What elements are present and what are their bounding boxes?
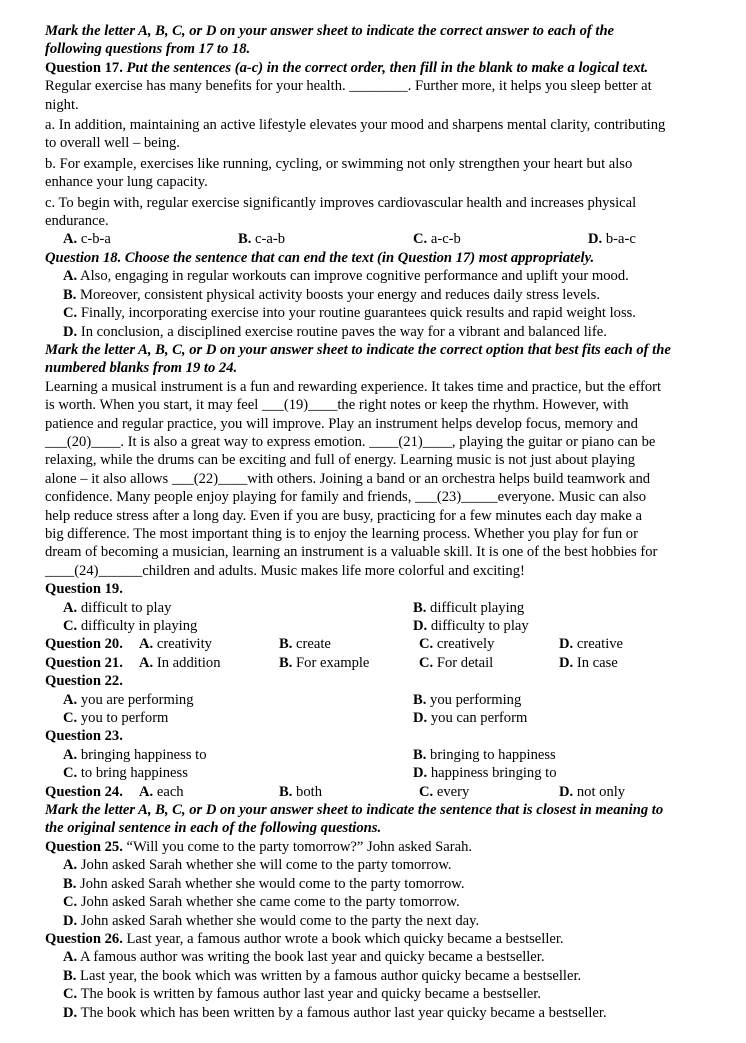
question-19-options — [45, 599, 724, 636]
reading-passage — [45, 378, 724, 580]
option-c[interactable]: C. Finally, incorporating exercise into your routine guarantees quick results and rapid weight loss. — [63, 305, 636, 322]
option-a[interactable]: A. bringing happiness to — [63, 746, 207, 763]
question-20-label: Question 20. — [45, 636, 123, 653]
passage-line: big difference. The most important thing is to enjoy the learning process. Whether you play for fun or — [45, 525, 638, 542]
question-20 — [45, 635, 724, 653]
option-b[interactable]: B. Moreover, consistent physical activity boosts your energy and reduces daily stress levels. — [63, 286, 600, 303]
question-18-heading: Question 18. Choose the sentence that can end the text (in Question 17) most appropriately. — [45, 249, 595, 266]
question-17-text: Regular exercise has many benefits for your health. ________. Further more, it helps you sleep better at night. — [45, 78, 652, 113]
option-c[interactable]: C. The book is written by famous author last year and quicky became a bestseller. — [63, 986, 541, 1003]
question-17-options — [45, 230, 724, 248]
option-d[interactable]: D. In case — [559, 654, 618, 671]
option-a[interactable]: A. Also, engaging in regular workouts can improve cognitive performance and uplift your mood. — [63, 268, 629, 285]
option-a[interactable]: A. John asked Sarah whether she will come to the party tomorrow. — [63, 857, 452, 874]
question-22-heading: Question 22. — [45, 673, 123, 690]
instruction-25-26: Mark the letter A, B, C, or D on your answer sheet to indicate the sentence that is closest in meaning to the original sentence in each of the following questions. — [45, 802, 664, 837]
question-24 — [45, 783, 724, 801]
option-a[interactable]: A. A famous author was writing the book last year and quicky became a bestseller. — [63, 949, 545, 966]
instruction-19-24: Mark the letter A, B, C, or D on your answer sheet to indicate the correct option that best fits each of the numbered blanks from 19 to 24. — [45, 341, 671, 377]
option-c[interactable]: C. you to perform — [63, 710, 169, 727]
option-a[interactable]: A. In addition — [139, 654, 221, 671]
option-c[interactable]: C. to bring happiness — [63, 765, 188, 782]
option-c[interactable]: C. For detail — [419, 654, 494, 671]
question-17-heading: Question 17. Put the sentences (a-c) in the correct order, then fill in the blank to make a logical text. — [45, 59, 649, 76]
option-b[interactable]: B. create — [279, 636, 331, 653]
option-d[interactable]: D. you can perform — [413, 710, 528, 727]
passage-line: confidence. Many people enjoy playing for family and friends, ___(23)_____everyone. Music can also — [45, 489, 647, 506]
option-d[interactable]: D. difficulty to play — [413, 618, 529, 634]
option-b[interactable]: B. c-a-b — [238, 231, 286, 248]
question-21 — [45, 654, 724, 672]
instruction-17-18: Mark the letter A, B, C, or D on your answer sheet to indicate the correct answer to each of the following questions from 17 to 18. — [45, 23, 615, 58]
passage-line: relaxing, while the drums can be exciting and full of energy. Learning music is not just about playing — [45, 452, 636, 469]
passage-line: ____(24)______children and adults. Music makes life more colorful and exciting! — [45, 562, 525, 579]
option-b[interactable]: B. bringing to happiness — [413, 746, 556, 763]
option-a[interactable]: A. you are performing — [63, 691, 194, 708]
passage-line: is worth. When you start, it may feel ___(19)____the right notes or keep the rhythm. However, with — [45, 397, 629, 414]
question-21-label: Question 21. — [45, 654, 123, 671]
option-d[interactable]: D. not only — [559, 783, 626, 800]
option-d[interactable]: D. creative — [559, 636, 624, 653]
option-c[interactable]: C. every — [419, 783, 470, 800]
option-d[interactable]: D. In conclusion, a disciplined exercise routine paves the way for a vibrant and balanced life. — [63, 323, 607, 340]
option-a[interactable]: A. c-b-a — [63, 231, 111, 248]
option-b[interactable]: B. John asked Sarah whether she would come to the party tomorrow. — [63, 875, 465, 892]
option-a[interactable]: A. each — [139, 783, 184, 800]
passage-line: patience and regular practice, you will improve. Play an instrument helps develop focus, memory and — [45, 415, 638, 432]
passage-line: dream of becoming a musician, learning an instrument is a valuable skill. It is one of the best hobbies for — [45, 544, 658, 561]
sentence-a: a. In addition, maintaining an active lifestyle elevates your mood and sharpens mental clarity, contributing to overall well – being. — [45, 117, 666, 152]
option-a[interactable]: A. difficult to play — [63, 599, 172, 616]
option-d[interactable]: D. happiness bringing to — [413, 765, 557, 782]
option-d[interactable]: D. The book which has been written by a famous author last year quicky became a bestseller. — [63, 1004, 607, 1021]
question-23-heading: Question 23. — [45, 728, 123, 745]
question-19-heading: Question 19. — [45, 581, 123, 598]
option-b[interactable]: B. Last year, the book which was written by a famous author quicky became a bestseller. — [63, 967, 582, 984]
passage-line: Learning a musical instrument is a fun and rewarding experience. It takes time and practice, but the effort — [45, 378, 662, 395]
question-25-heading: Question 25. “Will you come to the party tomorrow?” John asked Sarah. — [45, 838, 473, 855]
option-b[interactable]: B. For example — [279, 654, 370, 671]
passage-line: help reduce stress after a long day. Even if you are busy, practicing for a few minutes each day make a — [45, 507, 643, 524]
option-c[interactable]: C. a-c-b — [413, 231, 461, 248]
option-d[interactable]: D. John asked Sarah whether she would come to the party the next day. — [63, 912, 480, 929]
question-22-options — [45, 691, 724, 728]
option-b[interactable]: B. both — [279, 783, 322, 800]
passage-line: ___(20)____. It is also a great way to express emotion. ____(21)____, playing the guitar or piano can be — [45, 433, 656, 450]
option-a[interactable]: A. creativity — [139, 636, 212, 653]
option-b[interactable]: B. you performing — [413, 691, 522, 708]
sentence-b: b. For example, exercises like running, cycling, or swimming not only strengthen your heart but also enhance your lung capacity. — [45, 155, 633, 191]
option-d[interactable]: D. b-a-c — [588, 231, 636, 248]
question-26-heading: Question 26. Last year, a famous author wrote a book which quicky became a bestseller. — [45, 930, 564, 947]
option-c[interactable]: C. John asked Sarah whether she came come to the party tomorrow. — [63, 894, 460, 911]
sentence-c: c. To begin with, regular exercise significantly improves cardiovascular health and increases physical endurance. — [45, 194, 637, 230]
question-23-options — [45, 746, 724, 783]
option-c[interactable]: C. creatively — [419, 636, 495, 653]
option-b[interactable]: B. difficult playing — [413, 599, 525, 616]
question-24-label: Question 24. — [45, 783, 123, 800]
passage-line: alone – it also allows ___(22)____with others. Joining a band or an orchestra helps build teamwork and — [45, 470, 651, 487]
option-c[interactable]: C. difficulty in playing — [63, 618, 198, 634]
